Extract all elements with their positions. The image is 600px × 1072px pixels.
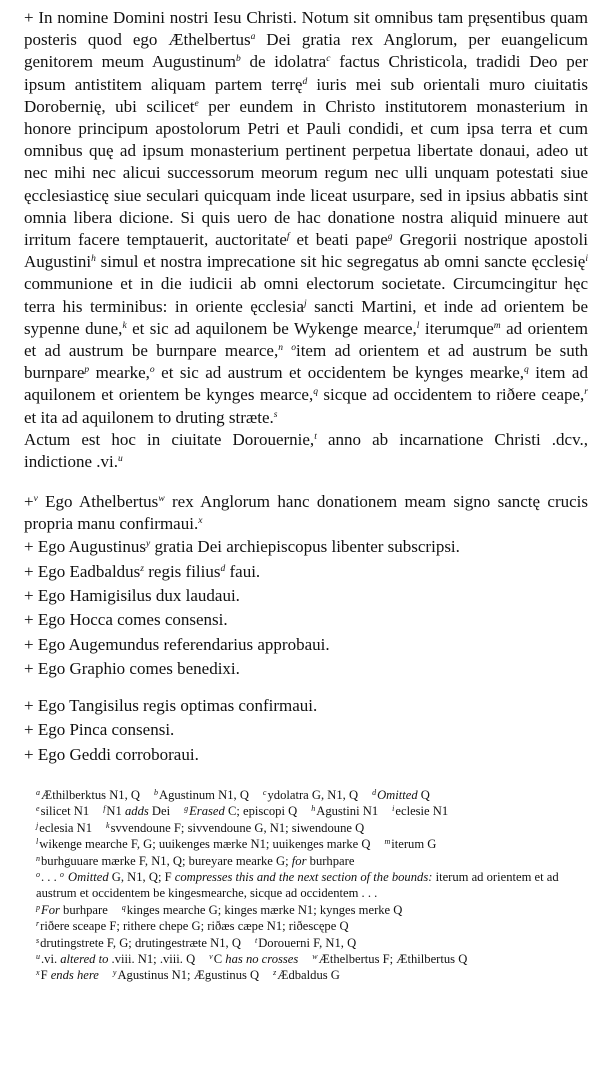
footnote-marker: i	[585, 254, 588, 265]
textual-note	[263, 788, 358, 802]
footnote-marker: e	[36, 804, 40, 814]
footnote-marker: u	[117, 454, 123, 465]
text-run: sicque ad occidentem to riðere ceape,	[317, 385, 585, 405]
footnote-marker: l	[36, 837, 39, 847]
text-run: + Ego Graphio comes benedixi.	[24, 659, 240, 679]
footnote-marker: s	[273, 409, 278, 420]
textual-note	[184, 804, 297, 818]
text-run: eclesie N1	[395, 804, 449, 819]
footnote-marker: x	[198, 516, 203, 527]
text-run: de idolatra	[240, 52, 327, 72]
footnote-marker: d	[372, 787, 377, 797]
footnote-marker: q	[313, 387, 318, 398]
text-run: G, N1, Q; F	[108, 869, 175, 884]
editorial-remark: compresses this and the next section of the bounds:	[174, 869, 433, 884]
text-run: Dei	[148, 804, 171, 819]
footnote-marker: v	[209, 951, 213, 961]
footnote-marker: r	[36, 919, 40, 929]
text-run: burhguuare mærke F, N1, Q; bureyare mearke G;	[41, 853, 292, 868]
text-run: Æthelbertus F; Æthilbertus Q	[318, 951, 468, 966]
footnote-marker: m	[384, 837, 391, 847]
text-run: .vi.	[41, 951, 61, 966]
note-line	[36, 935, 588, 951]
text-run: . . .	[41, 869, 60, 884]
text-run: anno ab incarnatione Christi .dcv., indictione .vi.	[24, 429, 588, 472]
footnote-marker: k	[122, 320, 127, 331]
footnote-marker: c	[326, 54, 331, 65]
footnote-marker: d	[302, 76, 308, 87]
text-run: riðere sceape F; rithere chepe G; riðæs cæpe N1; riðescępe Q	[40, 919, 349, 934]
text-run: .viii. N1; .viii. Q	[108, 951, 196, 966]
footnote-marker: n	[278, 343, 283, 354]
witness-signature	[24, 584, 588, 608]
footnote-marker: v	[33, 494, 38, 505]
text-run: Dei gratia rex Anglorum, per euangelicum genitorem meum Augustinum	[24, 30, 588, 72]
text-run: gratia Dei archiepiscopus libenter subscripsi.	[150, 537, 460, 557]
text-run: Q	[417, 787, 430, 802]
text-run: regis filius	[144, 561, 221, 581]
textual-note	[384, 837, 436, 851]
footnote-marker: o	[36, 869, 40, 879]
footnote-marker: h	[91, 254, 96, 265]
editorial-remark: For	[41, 902, 60, 917]
text-run: item ad orientem et ad austrum be suth burnpare	[24, 341, 589, 383]
footnote-marker: l	[416, 320, 420, 331]
text-run: factus Christicola, tradidi Deo per ipsum antistitem aliquam partem terrę	[24, 52, 588, 94]
footnote-marker: j	[304, 298, 307, 309]
witness-signature	[24, 633, 588, 657]
editorial-remark: has no crosses	[225, 951, 299, 966]
textual-note	[36, 936, 241, 950]
footnote-marker: g	[184, 804, 189, 814]
textual-note	[106, 821, 364, 835]
footnote-marker: b	[154, 787, 158, 797]
footnote-marker: h	[311, 804, 316, 814]
footnote-marker: f	[103, 804, 106, 814]
textual-note	[36, 968, 99, 982]
footnote-marker: y	[146, 539, 151, 550]
note-line	[36, 902, 588, 918]
text-run: kinges mearche G; kinges mærke N1; kynges merke Q	[126, 902, 403, 917]
note-line	[36, 869, 588, 902]
textual-note	[103, 804, 170, 818]
footnote-marker: w	[312, 951, 318, 961]
text-run: drutingstrete F, G; drutingestræte N1, Q	[40, 935, 241, 950]
witness-list	[24, 491, 589, 767]
text-run	[283, 341, 291, 360]
text-run: et sic ad austrum et occidentem be kynges mearke,	[154, 363, 525, 383]
footnote-marker: m	[493, 320, 501, 331]
text-run: svvendoune F; sivvendoune G, N1; siwendoune Q	[110, 820, 365, 835]
footnote-marker: p	[36, 902, 40, 912]
text-run: Ædbaldus G	[277, 968, 340, 983]
footnote-marker: d	[220, 563, 226, 574]
witness-signature	[24, 608, 588, 632]
text-run: Ego Athelbertus	[37, 492, 159, 512]
text-run: ad orientem et ad austrum be burnpare mearce,	[24, 318, 588, 361]
witness-signature	[24, 718, 588, 742]
textual-note	[273, 968, 340, 982]
note-line	[36, 967, 588, 983]
footnote-marker: x	[36, 968, 40, 978]
witness-signature	[24, 560, 588, 584]
note-line	[36, 918, 588, 934]
text-run: burhpare	[306, 853, 355, 868]
footnote-marker: q	[121, 902, 126, 912]
text-run: wikenge mearche F, G; uuikenges mærke N1; uuikenges marke Q	[39, 837, 371, 852]
witness-signature	[24, 657, 588, 681]
footnote-marker: f	[286, 232, 290, 243]
witness-signature	[24, 743, 588, 767]
text-run: silicet N1	[40, 804, 90, 819]
text-run: C; episcopi Q	[224, 804, 298, 819]
text-run: Gregorii nostrique apostoli Augustini	[24, 230, 588, 272]
text-run: Dorouerni F, N1, Q	[258, 935, 357, 950]
footnote-marker: i	[392, 804, 395, 814]
text-run: + Ego Eadbaldus	[24, 561, 141, 581]
textual-note	[372, 788, 430, 802]
text-run: iterum ad orientem et ad austrum et occidentem be kingesmearche, sicque ad occidentem . . .	[36, 869, 559, 901]
footnote-marker: a	[36, 787, 40, 797]
editorial-remark: Omitted	[377, 787, 418, 802]
text-run: + Ego Augustinus	[24, 537, 146, 557]
editorial-remark: Omitted	[68, 869, 109, 884]
text-run: sancti Martini, et inde ad orientem be sypenne dune,	[24, 296, 589, 338]
footnote-marker: p	[84, 365, 90, 376]
text-run: et sic ad aquilonem be Wykenge mearce,	[126, 318, 417, 338]
textual-note	[36, 788, 140, 802]
text-run: F	[40, 968, 51, 983]
text-run: eclesia N1	[39, 820, 93, 835]
text-run: iterum G	[391, 837, 437, 852]
footnote-marker: c	[262, 787, 267, 797]
note-line	[36, 803, 588, 819]
footnote-marker: o	[149, 365, 155, 376]
textual-note	[36, 952, 195, 966]
text-run: communione et in die iudicii ab omni electorum societate. Circumcingitur hęc terra his terminibus: in oriente ęcclesia	[24, 274, 588, 316]
text-run: Actum est hoc in ciuitate Dorouernie,	[24, 429, 315, 449]
text-run: faui.	[225, 561, 261, 581]
footnote-marker: j	[36, 820, 39, 830]
text-run: Æthilberktus N1, Q	[41, 787, 140, 802]
text-run: + Ego Pinca consensi.	[24, 720, 175, 740]
textual-note	[113, 968, 259, 982]
editorial-remark: ends here	[50, 968, 99, 983]
textual-note	[36, 804, 89, 818]
textual-note	[154, 788, 249, 802]
text-run: C	[213, 951, 226, 966]
text-run: + Ego Tangisilus regis optimas confirmaui.	[24, 695, 318, 715]
textual-note	[311, 804, 378, 818]
text-run: + Ego Hamigisilus dux laudaui.	[24, 586, 240, 606]
textual-notes	[30, 787, 588, 984]
textual-note	[122, 903, 403, 917]
text-run: mearke,	[89, 363, 150, 383]
witness-signature	[24, 535, 588, 559]
textual-note	[312, 952, 467, 966]
textual-note	[36, 854, 354, 868]
note-line	[36, 836, 588, 852]
textual-note	[209, 952, 298, 966]
footnote-marker: w	[158, 494, 165, 505]
text-run: + Ego Augemundus referendarius approbaui.	[24, 634, 330, 654]
editorial-remark: adds	[124, 804, 149, 819]
footnote-marker: g	[387, 232, 393, 243]
textual-note	[36, 919, 349, 933]
text-run: Agustini N1	[316, 804, 379, 819]
text-run: N1	[106, 804, 125, 819]
footnote-marker: e	[194, 98, 199, 109]
editorial-remark: Erased	[189, 804, 225, 819]
signature-king	[24, 491, 588, 535]
dating-clause	[24, 429, 588, 473]
text-run: + Ego Hocca comes consensi.	[24, 610, 228, 630]
text-run: et ita ad aquilonem to druting stræte.	[24, 407, 274, 427]
textual-note	[36, 837, 370, 851]
footnote-marker: z	[140, 563, 144, 574]
footnote-marker: o	[291, 343, 296, 354]
textual-note	[36, 821, 92, 835]
text-run: rex Anglorum hanc donationem meam signo sanctę crucis propria manu confirmaui.	[24, 492, 589, 534]
text-run: simul et nostra imprecatione sit hic segregatus ab omni sancte ęcclesię	[95, 252, 586, 272]
text-run: Agustinum N1, Q	[159, 787, 249, 802]
textual-note	[255, 936, 356, 950]
witness-group-2	[24, 694, 588, 767]
footnote-marker: k	[106, 820, 110, 830]
footnote-marker: r	[584, 387, 588, 398]
text-run: iterumque	[419, 318, 494, 338]
text-run: ydolatra G, N1, Q	[267, 787, 359, 802]
text-run: item ad aquilonem et orientem be kynges mearce,	[24, 363, 588, 405]
footnote-marker: u	[36, 951, 40, 961]
footnote-marker: y	[112, 968, 117, 978]
text-run: burhpare	[59, 902, 108, 917]
text-run: + In nomine Domini nostri Iesu Christi. Notum sit omnibus tam pręsentibus quam posteris quod ego Æthelbertus	[24, 8, 588, 50]
note-line	[36, 951, 588, 967]
footnote-marker: t	[314, 431, 317, 442]
footnote-marker: o	[59, 869, 64, 879]
text-run: et beati pape	[289, 230, 388, 250]
text-run: + Ego Geddi corroboraui.	[24, 744, 199, 764]
note-line	[36, 787, 588, 803]
footnote-marker: q	[524, 365, 529, 376]
textual-note	[36, 903, 108, 917]
footnote-marker: t	[254, 935, 258, 945]
text-run: +	[24, 492, 34, 512]
group-gap	[30, 682, 588, 694]
witness-group-1	[24, 535, 588, 681]
text-run: per eundem in Christo institutorem monasterium in honore principum apostolorum Petri et Pauli condidi, et cum ipsa terra et cum omnibus quę ad ipsum monasterium pertinent perpetua libertate donaui, adeo ut nec mihi nec alicui successorum meorum regum nec ulli unquam potestati siue ęcclesiasticę siue seculari quicquam inde liceat usurpare, sed in ipsius abbatis sint omnia libera dicione. Si quis uero de hac donatione nostra aliquid minuere aut irritum facere temptauerit, auctoritate	[24, 96, 589, 250]
note-line	[36, 853, 588, 869]
footnote-marker: n	[36, 853, 40, 863]
text-run: iuris mei sub orientali muro ciuitatis Dorobernię, ubi scilicet	[24, 74, 589, 116]
footnote-marker: z	[273, 968, 277, 978]
charter-text	[24, 7, 588, 429]
textual-note	[36, 870, 559, 900]
witness-signature	[24, 694, 588, 718]
footnote-marker: a	[250, 32, 256, 43]
note-line	[36, 820, 588, 836]
textual-note	[392, 804, 448, 818]
editorial-remark: altered to	[60, 951, 109, 966]
editorial-remark: for	[291, 853, 307, 868]
footnote-marker: s	[36, 935, 40, 945]
text-run: Agustinus N1; Ægustinus Q	[117, 968, 260, 983]
footnote-marker: b	[236, 54, 241, 65]
